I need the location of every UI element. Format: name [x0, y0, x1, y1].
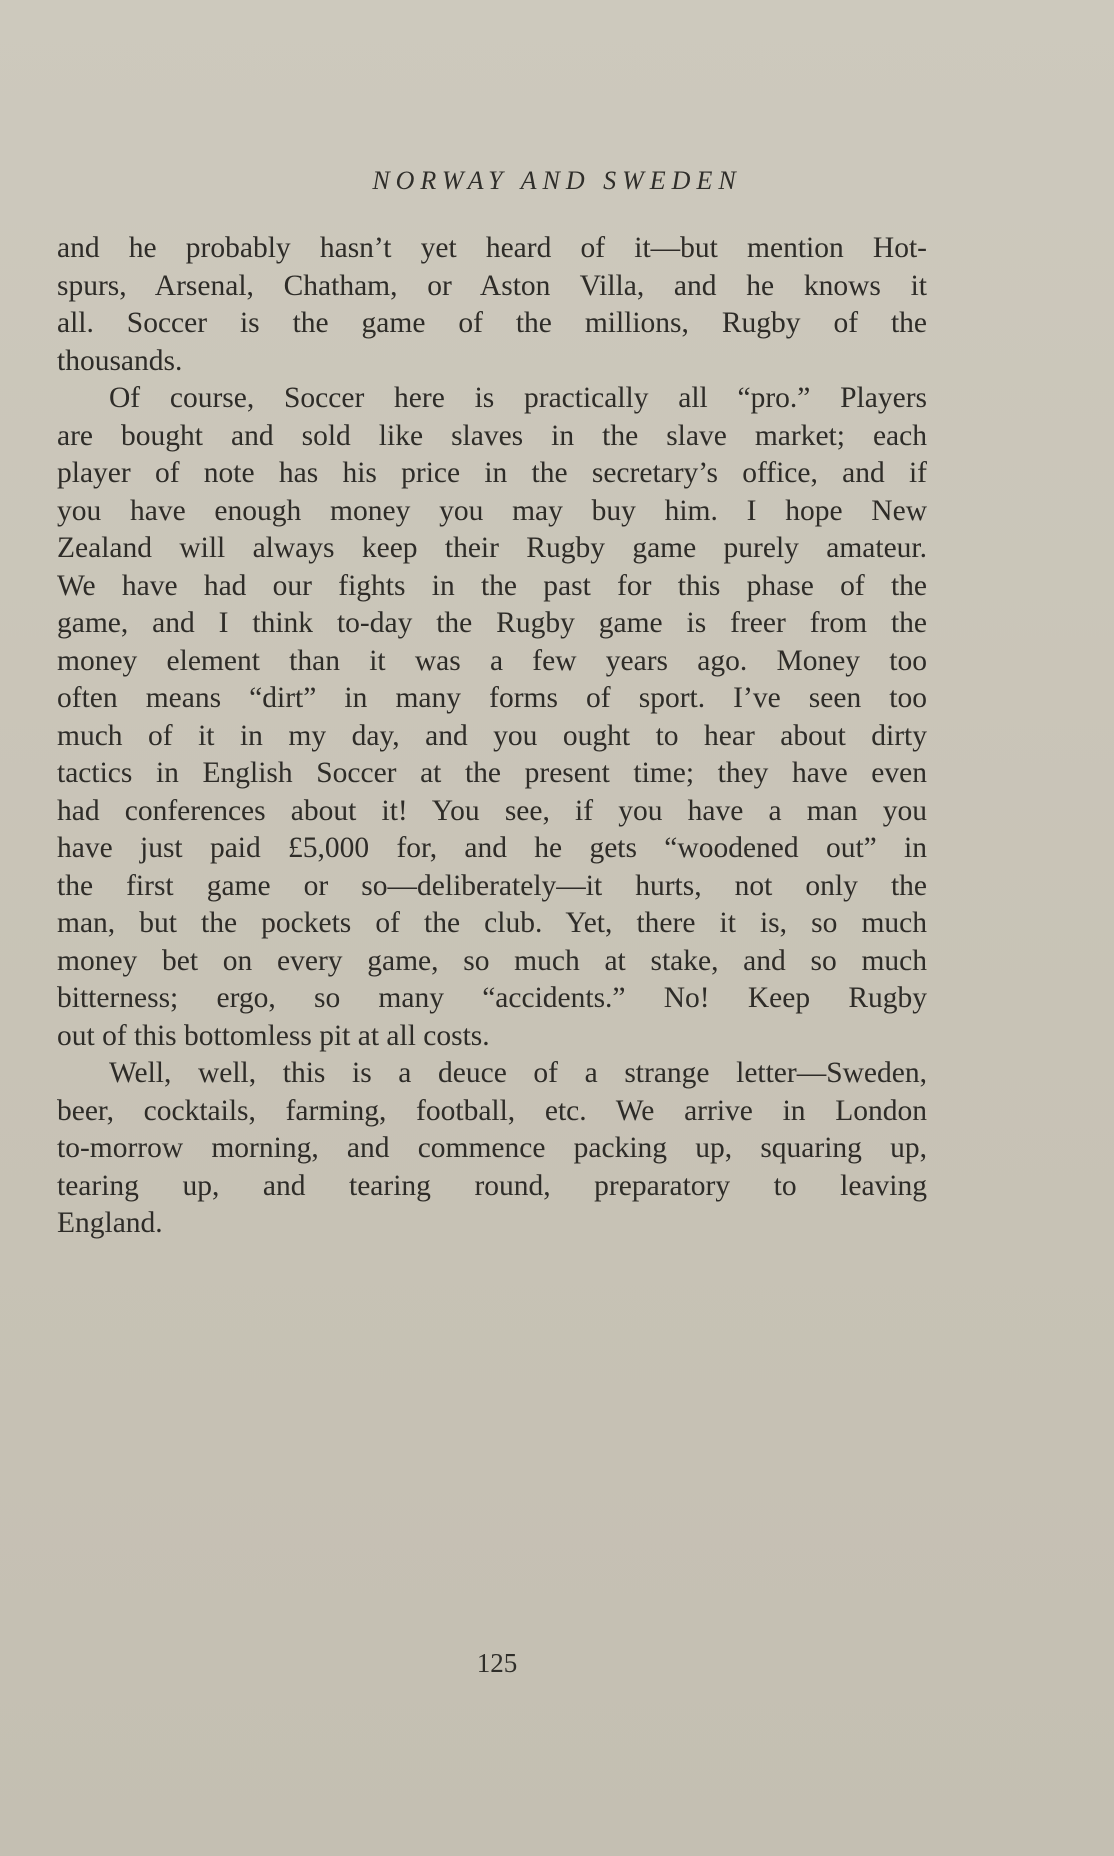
text-line: Well, well, this is a deuce of a strange letter—Sweden,	[109, 1057, 927, 1089]
text-line: tearing up, and tearing round, preparatory to leaving	[57, 1169, 927, 1202]
text-line: England.	[57, 1207, 163, 1239]
text-line: all. Soccer is the game of the millions, Rugby of the	[57, 307, 927, 339]
text-line: had conferences about it! You see, if you have a man you	[57, 794, 927, 827]
text-line: the first game or so—deliberately—it hurts, not only the	[57, 869, 927, 902]
paragraph-2	[57, 380, 927, 1055]
text-line: to-morrow morning, and commence packing up, squaring up,	[57, 1132, 927, 1164]
text-line: beer, cocktails, farming, football, etc. We arrive in London	[57, 1094, 927, 1127]
text-line: much of it in my day, and you ought to hear about dirty	[57, 719, 927, 752]
text-line: tactics in English Soccer at the present time; they have even	[57, 757, 927, 789]
paragraph-1	[57, 230, 927, 380]
text-line: spurs, Arsenal, Chatham, or Aston Villa, and he knows it	[57, 269, 927, 302]
text-line: thousands.	[57, 344, 183, 377]
page-number: 125	[476, 1648, 518, 1678]
text-line: have just paid £5,000 for, and he gets “woodened out” in	[57, 832, 927, 864]
text-line: often means “dirt” in many forms of sport. I’ve seen too	[57, 682, 927, 714]
text-line: are bought and sold like slaves in the slave market; each	[57, 419, 927, 452]
text-line: man, but the pockets of the club. Yet, there it is, so much	[57, 907, 927, 939]
text-line: money bet on every game, so much at stake, and so much	[57, 944, 927, 977]
text-line: Of course, Soccer here is practically all “pro.” Players	[109, 382, 927, 414]
text-line: Zealand will always keep their Rugby game purely amateur.	[57, 532, 927, 564]
text-line: game, and I think to-day the Rugby game is freer from the	[57, 607, 927, 639]
text-line: money element than it was a few years ago. Money too	[57, 644, 927, 677]
text-line: and he probably hasn’t yet heard of it—but mention Hot-	[57, 232, 927, 264]
text-line: bitterness; ergo, so many “accidents.” No! Keep Rugby	[57, 982, 927, 1014]
text-line: player of note has his price in the secretary’s office, and if	[57, 457, 927, 489]
text-line: you have enough money you may buy him. I hope New	[57, 494, 927, 527]
running-head: NORWAY AND SWEDEN	[372, 166, 742, 195]
paragraph-3	[57, 1055, 927, 1243]
text-line: out of this bottomless pit at all costs.	[57, 1019, 490, 1052]
body-text	[57, 230, 927, 1243]
text-line: We have had our fights in the past for this phase of the	[57, 569, 927, 602]
